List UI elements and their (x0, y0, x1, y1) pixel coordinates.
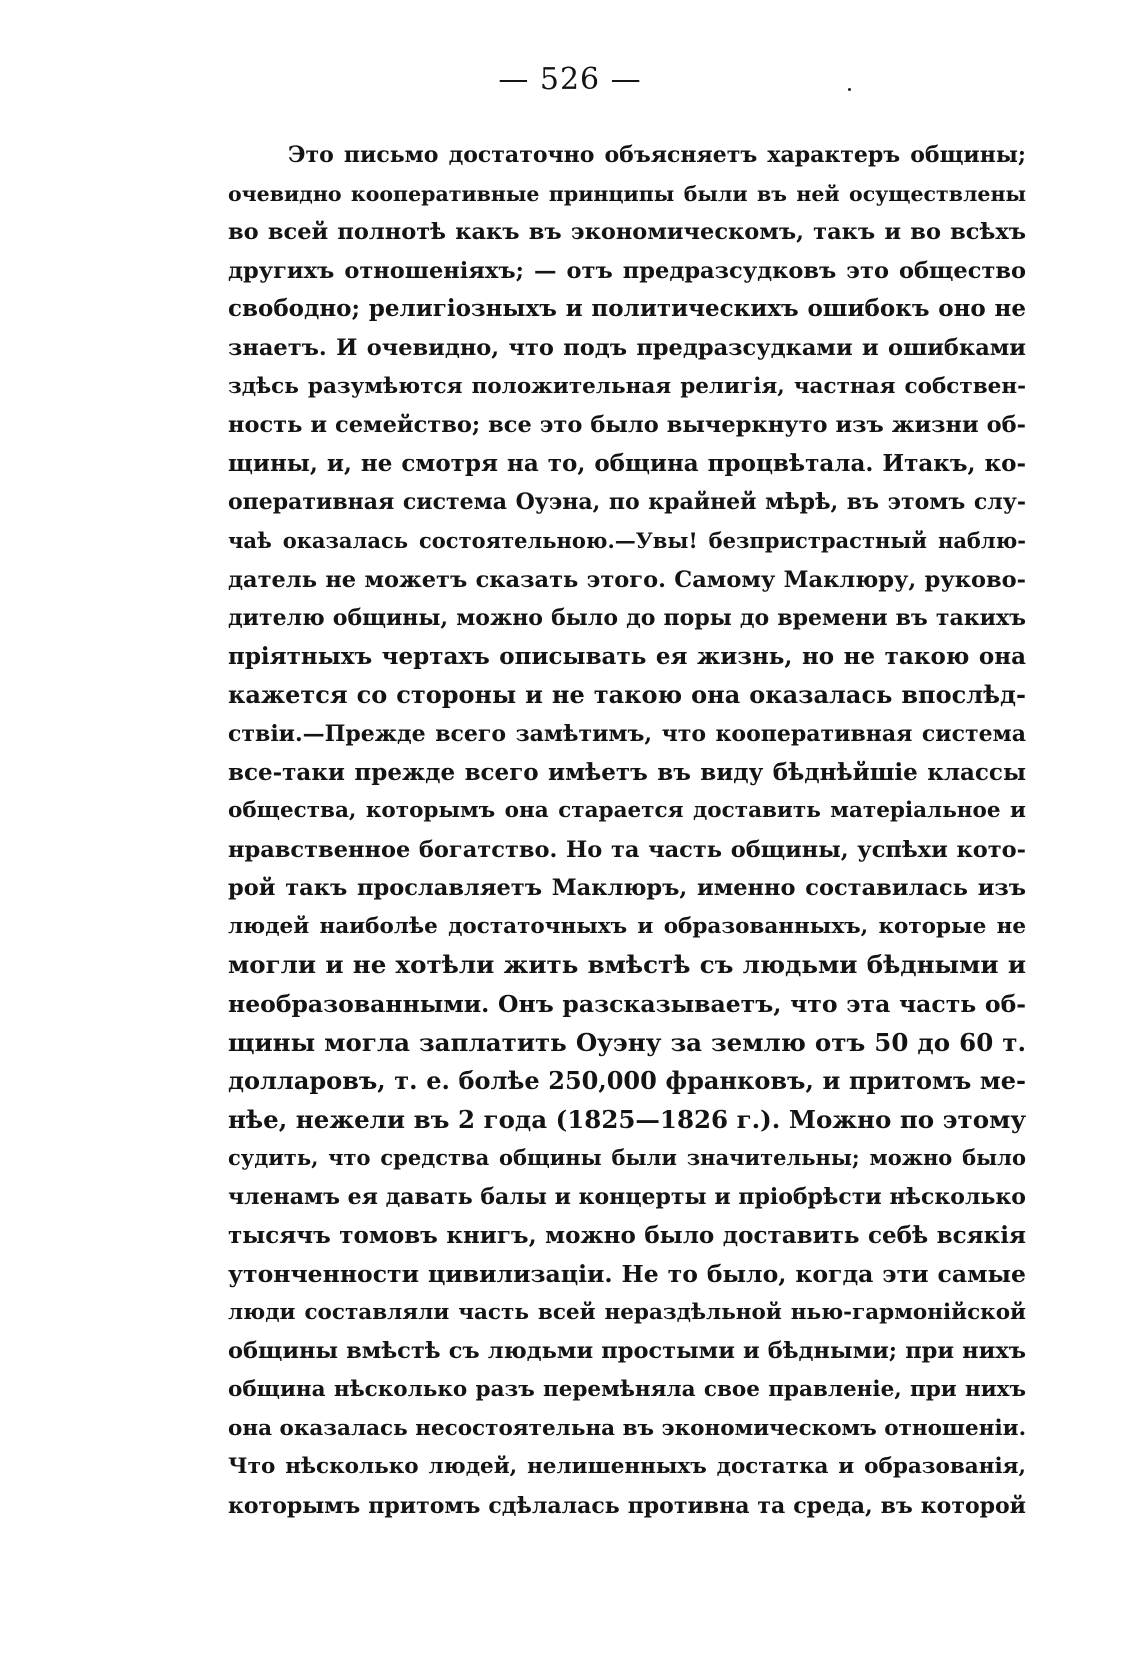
text-line: щины могла заплатить Оуэну за землю отъ 50 до 60 т. (228, 1027, 1026, 1057)
text-line: долларовъ, т. е. болѣе 250,000 франковъ, и притомъ ме- (228, 1066, 1026, 1096)
text-line: членамъ ея давать балы и концерты и пріобрѣсти нѣсколько (228, 1184, 1026, 1211)
text-line: очевидно кооперативные принципы были въ ней осуществлены (228, 181, 1026, 206)
text-line: судить, что средства общины были значительны; можно было (228, 1145, 1026, 1171)
body-text (228, 136, 1026, 1525)
text-line: все-таки прежде всего имѣетъ въ виду бѣднѣйшіе классы (228, 758, 1026, 786)
text-line: Это письмо достаточно объясняетъ характеръ общины; (288, 142, 1026, 168)
page-number: — 526 — (498, 62, 642, 97)
text-line: людей наиболѣе достаточныхъ и образованныхъ, которые не (228, 913, 1026, 939)
text-line: община нѣсколько разъ перемѣняла свое правленіе, при нихъ (228, 1377, 1026, 1402)
text-line: рой такъ прославляетъ Маклюръ, именно составилась изъ (228, 875, 1026, 902)
text-line: дителю общины, можно было до поры до времени въ такихъ (228, 605, 1026, 632)
text-line: датель не можетъ сказать этого. Самому Маклюру, руково- (228, 566, 1026, 593)
text-line: нѣе, нежели въ 2 года (1825—1826 г.). Можно по этому (228, 1104, 1027, 1134)
text-line: ствіи.—Прежде всего замѣтимъ, что кооперативная система (228, 720, 1026, 747)
text-line: необразованными. Онъ разсказываетъ, что эта часть об- (228, 990, 1026, 1019)
text-line: утонченности цивилизаціи. Не то было, когда эти самые (228, 1260, 1026, 1289)
text-line: которымъ притомъ сдѣлалась противна та среда, въ которой (228, 1492, 1026, 1519)
text-line: чаѣ оказалась состоятельною.—Увы! безпристрастный наблю- (228, 527, 1026, 553)
text-line: тысячъ томовъ книгъ, можно было доставить себѣ всякія (228, 1221, 1026, 1249)
text-line: знаетъ. И очевидно, что подъ предразсудками и ошибками (228, 334, 1026, 361)
text-line: общества, которымъ она старается доставить матеріальное и (228, 798, 1026, 824)
text-line: другихъ отношеніяхъ; — отъ предразсудковъ это общество (228, 257, 1026, 284)
text-line: она оказалась несостоятельна въ экономическомъ отношеніи. (228, 1415, 1027, 1441)
text-line: ность и семейство; все это было вычеркнуто изъ жизни об- (228, 412, 1026, 439)
text-line: пріятныхъ чертахъ описывать ея жизнь, но не такою она (228, 642, 1026, 670)
text-line: свободно; религіозныхъ и политическихъ ошибокъ оно не (228, 295, 1026, 323)
text-line: здѣсь разумѣются положительная религія, частная собствен- (228, 373, 1026, 399)
text-line: Что нѣсколько людей, нелишенныхъ достатка и образованія, (228, 1454, 1026, 1480)
text-line: нравственное богатство. Но та часть общины, успѣхи кото- (228, 836, 1026, 863)
text-line: могли и не хотѣли жить вмѣстѣ съ людьми бѣдными и (228, 950, 1026, 980)
text-line: кажется со стороны и не такою она оказалась впослѣд- (228, 680, 1026, 710)
text-line: люди составляли часть всей нераздѣльной нью-гармонійской (228, 1299, 1026, 1325)
text-line: во всей полнотѣ какъ въ экономическомъ, такъ и во всѣхъ (228, 219, 1026, 246)
text-line: общины вмѣстѣ съ людьми простыми и бѣдными; при нихъ (228, 1338, 1026, 1365)
text-line: щины, и, не смотря на то, община процвѣтала. Итакъ, ко- (228, 449, 1026, 477)
print-speck (848, 88, 851, 91)
text-line: оперативная система Оуэна, по крайней мѣрѣ, въ этомъ слу- (228, 489, 1026, 516)
